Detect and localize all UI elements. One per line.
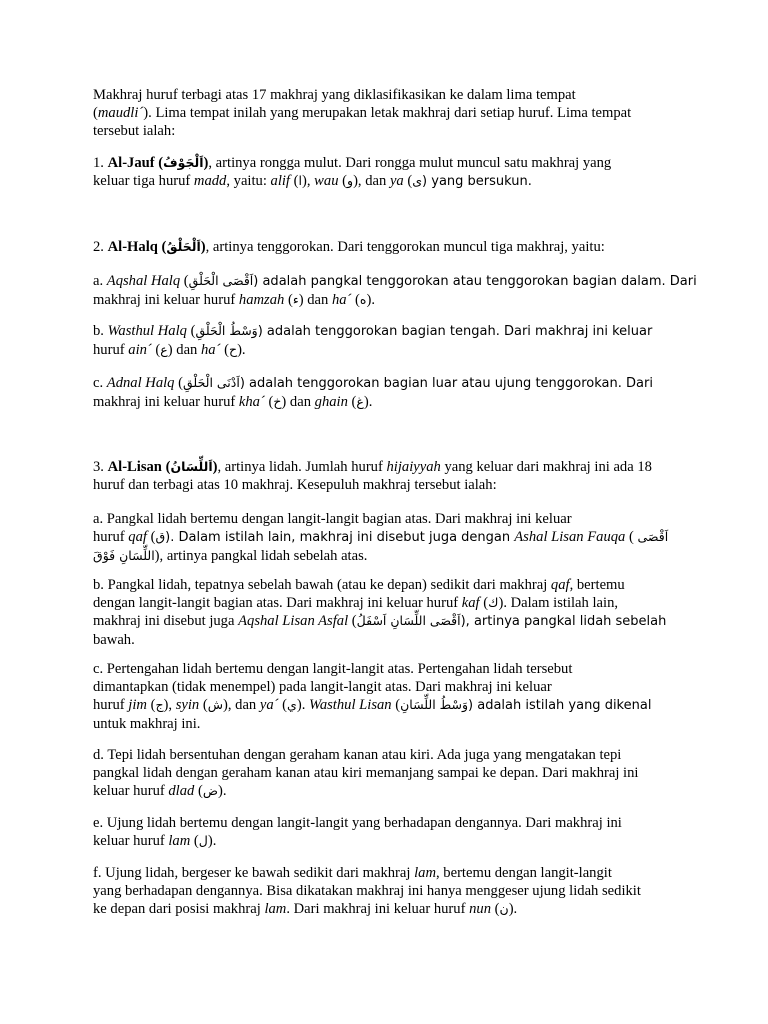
intro-line: [93, 104, 683, 122]
arabic-letter: ا: [298, 173, 302, 188]
section-heading-line: 3. Al-Lisan (اَللِّسَانُ), artinya lidah. Jumlah huruf hijaiyyah yang keluar dari makhraj ini ada 18: [93, 459, 652, 475]
arabic-letter: ه: [359, 292, 367, 307]
arabic-term: اَلْحَلْقُ: [166, 239, 201, 254]
body-line: e. Ujung lidah bertemu dengan langit-langit yang berhadapan dengannya. Dari makhraj ini: [93, 815, 622, 831]
section-al-lisan: [93, 458, 683, 494]
body-line: c. Adnal Halq (اَدْنَى الْحَلْقِ) adalah tenggorokan bagian luar atau ujung tenggorokan. Dari: [93, 375, 653, 391]
body-line: f. Ujung lidah, bergeser ke bawah sedikit dari makhraj lam, bertemu dengan langit-langit: [93, 865, 612, 881]
text: ). Lima tempat inilah yang merupakan letak makhraj dari setiap huruf. Lima tempat: [143, 105, 632, 121]
body-line: keluar tiga huruf madd, yaitu: alif (ا), wau (و), dan ya (ى) yang bersukun.: [93, 173, 532, 189]
list-item-c: [93, 374, 683, 411]
term: ha´: [331, 292, 352, 308]
list-item-d: [93, 746, 683, 800]
section-heading-line: [93, 154, 683, 172]
term: kha´: [238, 394, 265, 410]
body-line: dengan langit-langit bagian atas. Dari makhraj ini keluar huruf kaf (ك). Dalam istilah lain,: [93, 595, 619, 611]
text: (: [93, 105, 98, 121]
term-ya: ya: [389, 173, 404, 189]
body-line: yang berhadapan dengannya. Bisa dikatakan makhraj ini hanya menggeser ujung lidah sedikit: [93, 883, 641, 899]
term-alif: alif: [270, 173, 290, 189]
term: Ashal Lisan Fauqa: [514, 529, 626, 545]
arabic-letter: ن: [499, 901, 509, 916]
body-line: huruf qaf (ق). Dalam istilah lain, makhraj ini disebut juga dengan Ashal Lisan Fauqa ( اَقْصَى: [93, 529, 669, 545]
body-line: makhraj ini keluar huruf hamzah (ء) dan ha´ (ه).: [93, 292, 375, 308]
term-madd: madd: [193, 173, 227, 189]
term: ya´: [259, 697, 279, 713]
body-line: b. Wasthul Halq (وَسْطُ الْحَلْقِ) adalah tenggorokan bagian tengah. Dari makhraj ini keluar: [93, 323, 653, 339]
body-line: اللِّسَانِ فَوْقَ), artinya pangkal lidah sebelah atas.: [93, 548, 368, 564]
body-line: b. Pangkal lidah, tepatnya sebelah bawah (atau ke depan) sedikit dari makhraj qaf, bertemu: [93, 577, 625, 593]
section-heading-line: [93, 238, 683, 256]
arabic-term: اللِّسَانِ فَوْقَ: [93, 548, 155, 563]
body-line: untuk makhraj ini.: [93, 716, 201, 732]
term: lam: [168, 833, 191, 849]
term-wau: wau: [314, 173, 339, 189]
list-item-c: [93, 660, 683, 733]
list-item-f: [93, 864, 683, 918]
body-line: huruf dan terbagi atas 10 makhraj. Kesepuluh makhraj tersebut ialah:: [93, 477, 497, 493]
arabic-letter: ق: [155, 529, 166, 544]
arabic-term: اَللِّسَانُ: [170, 459, 213, 474]
section-number: 3.: [93, 459, 108, 475]
arabic-letter: ح: [228, 342, 238, 357]
arabic-term: اَقْصَى اللِّسَانِ اَسْفَلُ: [356, 613, 461, 628]
arabic-term: اَقْصَى: [637, 529, 669, 544]
arabic-letter: ك: [488, 595, 499, 610]
term: qaf: [550, 577, 570, 593]
arabic-term: وَسْطُ الْحَلْقِ: [195, 323, 258, 338]
body-line: a. Aqshal Halq (اَقْصَى الْحَلْقِ) adalah pangkal tenggorokan atau tenggorokan bagian dalam. Dari: [93, 273, 697, 289]
list-item-a: [93, 510, 683, 565]
body-line: dimantapkan (tidak menempel) pada langit-langit atas. Dari makhraj ini keluar: [93, 679, 552, 695]
term: Adnal Halq: [106, 375, 175, 391]
list-item-e: [93, 814, 683, 850]
term: hamzah: [238, 292, 285, 308]
list-item-b: [93, 322, 683, 359]
arabic-letter: ض: [202, 783, 218, 798]
arabic-letter: ج: [155, 697, 164, 712]
intro-paragraph: [93, 86, 683, 140]
body-line: bawah.: [93, 632, 135, 648]
body-line: d. Tepi lidah bersentuhan dengan geraham kanan atau kiri. Ada juga yang mengatakan tepi: [93, 747, 622, 763]
text: , artinya tenggorokan. Dari tenggorokan muncul tiga makhraj, yaitu:: [205, 239, 605, 255]
body-line: makhraj ini disebut juga Aqshal Lisan Asfal (اَقْصَى اللِّسَانِ اَسْفَلُ), artinya pangkal lidah sebelah: [93, 613, 667, 629]
section-al-jauf: [93, 154, 683, 191]
section-title: Al-Halq (اَلْحَلْقُ): [107, 239, 206, 255]
term: ha´: [201, 342, 221, 358]
body-line: keluar huruf lam (ل).: [93, 833, 217, 849]
arabic-letter: ى: [412, 173, 423, 188]
arabic-letter: ع: [160, 342, 168, 357]
arabic-letter: ي: [287, 697, 297, 712]
term: ain´: [128, 342, 152, 358]
term: syin: [175, 697, 200, 713]
term: dlad: [168, 783, 195, 799]
term: Wasthul Lisan: [309, 697, 392, 713]
section-al-halq: [93, 238, 683, 256]
arabic-letter: خ: [273, 394, 282, 409]
arabic-term: اَقْصَى الْحَلْقِ: [188, 273, 254, 288]
intro-line: Makhraj huruf terbagi atas 17 makhraj yang diklasifikasikan ke dalam lima tempat: [93, 87, 576, 103]
list-item-a: [93, 272, 697, 309]
arabic-letter: و: [347, 173, 354, 188]
body-line: c. Pertengahan lidah bertemu dengan langit-langit atas. Pertengahan lidah tersebut: [93, 661, 573, 677]
arabic-term: وَسْطُ اللِّسَانِ: [400, 697, 469, 712]
section-title: Al-Jauf (اَلْجَوْفُ): [107, 155, 209, 171]
term: qaf: [128, 529, 147, 545]
body-line: huruf jim (ج), syin (ش), dan ya´ (ي). Wasthul Lisan (وَسْطُ اللِّسَانِ) adalah istilah yang dikenal: [93, 697, 652, 713]
arabic-letter: ل: [198, 833, 208, 848]
term: Aqshal Halq: [106, 273, 181, 289]
term: nun: [469, 901, 491, 917]
body-line: pangkal lidah dengan geraham kanan atau kiri memanjang sampai ke depan. Dari makhraj ini: [93, 765, 639, 781]
section-number: 2.: [93, 239, 108, 255]
text: , artinya rongga mulut. Dari rongga mulut muncul satu makhraj yang: [208, 155, 612, 171]
term: jim: [128, 697, 147, 713]
arabic-letter: غ: [356, 394, 364, 409]
term-hijaiyyah: hijaiyyah: [386, 459, 441, 475]
body-line: makhraj ini keluar huruf kha´ (خ) dan ghain (غ).: [93, 394, 373, 410]
term: Wasthul Halq: [107, 323, 187, 339]
body-line: ke depan dari posisi makhraj lam. Dari makhraj ini keluar huruf nun (ن).: [93, 901, 518, 917]
term: lam: [414, 865, 436, 881]
arabic-term: اَدْنَى الْحَلْقِ: [183, 375, 240, 390]
arabic-letter: ش: [207, 697, 223, 712]
arabic-term: اَلْجَوْفُ: [163, 155, 204, 170]
list-item-b: [93, 576, 683, 649]
body-line: keluar huruf dlad (ض).: [93, 783, 227, 799]
term: kaf: [461, 595, 480, 611]
section-title: Al-Lisan (اَللِّسَانُ): [107, 459, 218, 475]
body-line: huruf ain´ (ع) dan ha´ (ح).: [93, 342, 246, 358]
term: Aqshal Lisan Asfal: [238, 613, 349, 629]
section-number: 1.: [93, 155, 108, 171]
intro-line: tersebut ialah:: [93, 123, 176, 139]
arabic-letter: ء: [292, 292, 299, 307]
term: ghain: [314, 394, 348, 410]
term-maudli: maudli´: [97, 105, 144, 121]
term: lam: [264, 901, 287, 917]
body-line: a. Pangkal lidah bertemu dengan langit-langit bagian atas. Dari makhraj ini keluar: [93, 511, 572, 527]
